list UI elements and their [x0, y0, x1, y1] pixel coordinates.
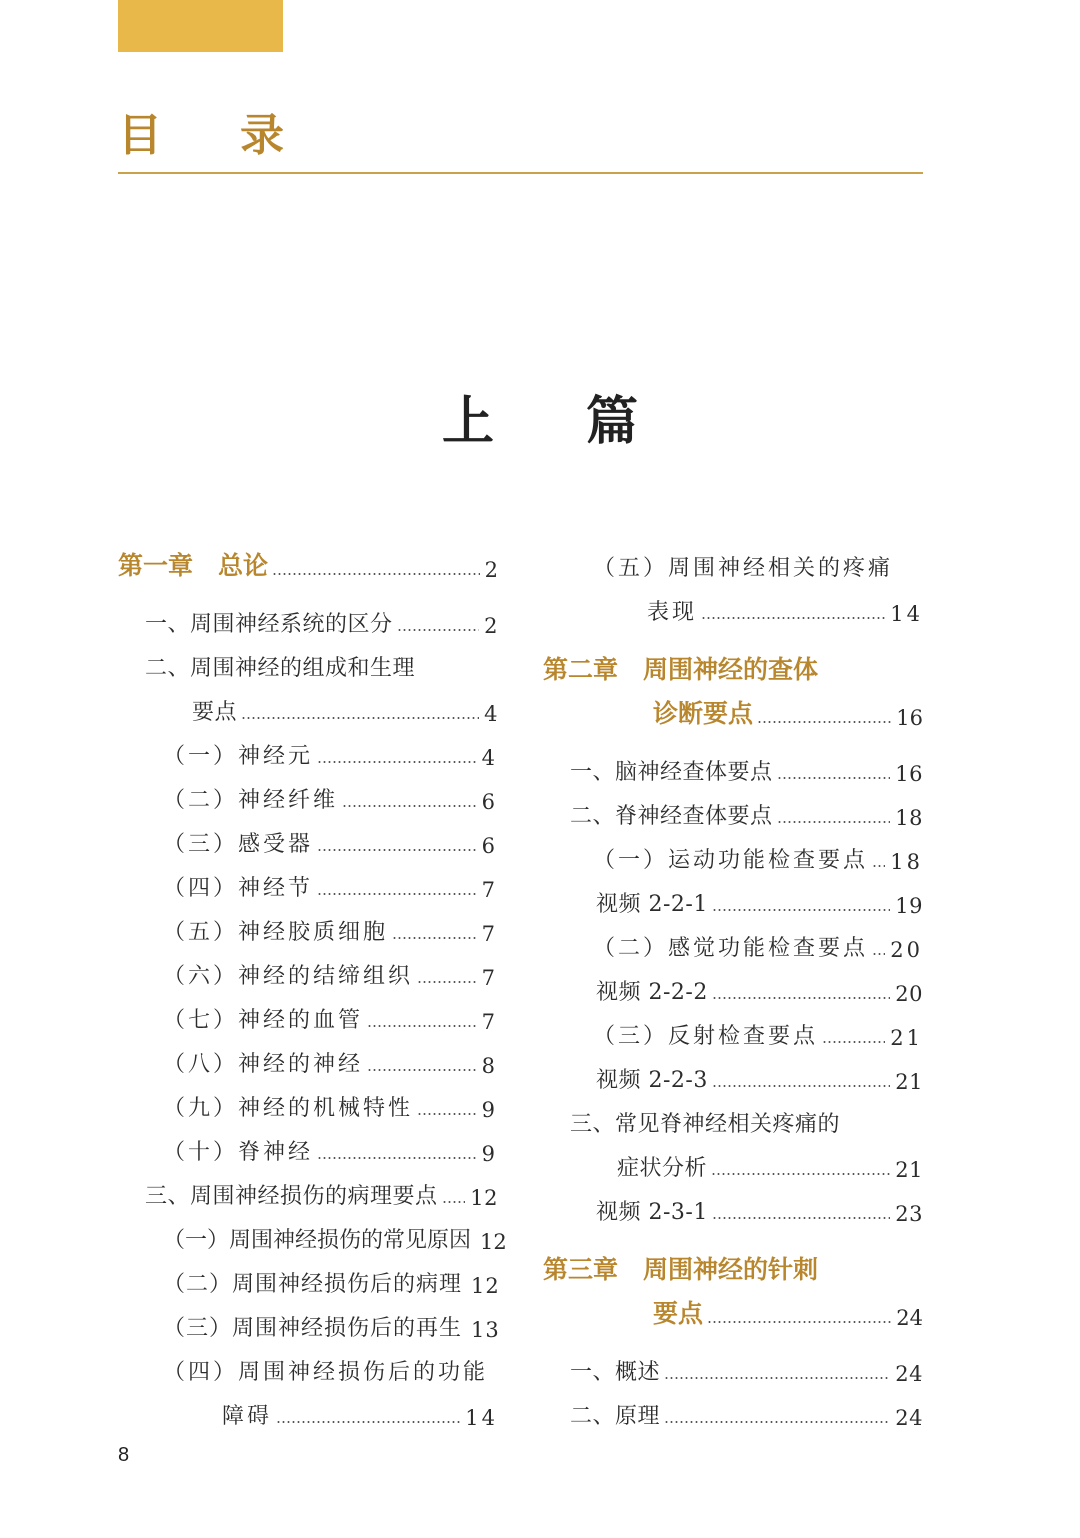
- toc-video[interactable]: 视频 2-2-2 20: [596, 980, 923, 1006]
- toc-entry[interactable]: （八）神经的神经 8: [163, 1052, 498, 1078]
- toc-entry[interactable]: 一、概述 24: [570, 1360, 923, 1386]
- toc-entry[interactable]: 障碍 14: [222, 1404, 498, 1430]
- toc-entry[interactable]: （二）周围神经损伤后的病理 12: [163, 1272, 500, 1298]
- toc-entry[interactable]: 二、原理 24: [570, 1404, 923, 1430]
- toc-entry[interactable]: （一）周围神经损伤的常见原因 12: [163, 1228, 507, 1254]
- toc-entry[interactable]: （三）反射检查要点 21: [593, 1024, 923, 1050]
- toc-entry[interactable]: （二）神经纤维 6: [163, 788, 498, 814]
- toc-entry[interactable]: 二、脊神经查体要点 18: [570, 804, 923, 830]
- toc-entry[interactable]: （四）周围神经损伤后的功能: [163, 1360, 489, 1385]
- toc-video[interactable]: 视频 2-2-3 21: [596, 1068, 923, 1094]
- toc-chapter-1[interactable]: 第一章 总论 2: [118, 551, 498, 582]
- toc-entry[interactable]: 一、周围神经系统的区分 2: [145, 612, 498, 638]
- toc-chapter-2-cont[interactable]: 诊断要点 16: [653, 699, 923, 730]
- toc-entry[interactable]: 三、周围神经损伤的病理要点 12: [145, 1184, 498, 1210]
- toc-entry[interactable]: 症状分析 21: [617, 1156, 923, 1182]
- toc-chapter-3-cont[interactable]: 要点 24: [653, 1299, 923, 1330]
- toc-title: [118, 108, 284, 164]
- toc-title-char-2: 录: [240, 110, 284, 161]
- title-divider: [118, 172, 923, 174]
- toc-entry[interactable]: （二）感觉功能检查要点 20: [593, 936, 923, 962]
- toc-entry[interactable]: 要点 4: [192, 700, 498, 726]
- toc-video[interactable]: 视频 2-2-1 19: [596, 892, 923, 918]
- toc-entry[interactable]: 三、常见脊神经相关疼痛的: [570, 1112, 841, 1137]
- part-title-char-2: 篇: [586, 391, 639, 452]
- toc-entry[interactable]: 一、脑神经查体要点 16: [570, 760, 923, 786]
- toc-chapter-2[interactable]: 第二章 周围神经的查体: [543, 655, 819, 684]
- toc-entry[interactable]: （一）运动功能检查要点 18: [593, 848, 923, 874]
- toc-entry[interactable]: （五）神经胶质细胞 7: [163, 920, 498, 946]
- toc-video[interactable]: 视频 2-3-1 23: [596, 1200, 923, 1226]
- toc-entry[interactable]: （一）神经元 4: [163, 744, 498, 770]
- toc-entry[interactable]: （七）神经的血管 7: [163, 1008, 498, 1034]
- toc-entry[interactable]: （三）感受器 6: [163, 832, 498, 858]
- accent-bar: [118, 0, 283, 52]
- toc-title-char-1: 目: [118, 110, 162, 161]
- toc-entry[interactable]: （三）周围神经损伤后的再生 13: [163, 1316, 500, 1342]
- toc-entry[interactable]: （四）神经节 7: [163, 876, 498, 902]
- toc-entry[interactable]: （六）神经的结缔组织 7: [163, 964, 498, 990]
- toc-entry[interactable]: 表现 14: [647, 600, 923, 626]
- part-title-char-1: 上: [441, 391, 494, 452]
- toc-chapter-3[interactable]: 第三章 周围神经的针刺: [543, 1255, 819, 1284]
- toc-entry[interactable]: 二、周围神经的组成和生理: [145, 656, 416, 681]
- part-title: [0, 390, 1080, 454]
- toc-entry[interactable]: （十）脊神经 9: [163, 1140, 498, 1166]
- toc-entry[interactable]: （九）神经的机械特性 9: [163, 1096, 498, 1122]
- toc-entry[interactable]: （五）周围神经相关的疼痛: [593, 556, 894, 581]
- page-number: 8: [118, 1444, 130, 1466]
